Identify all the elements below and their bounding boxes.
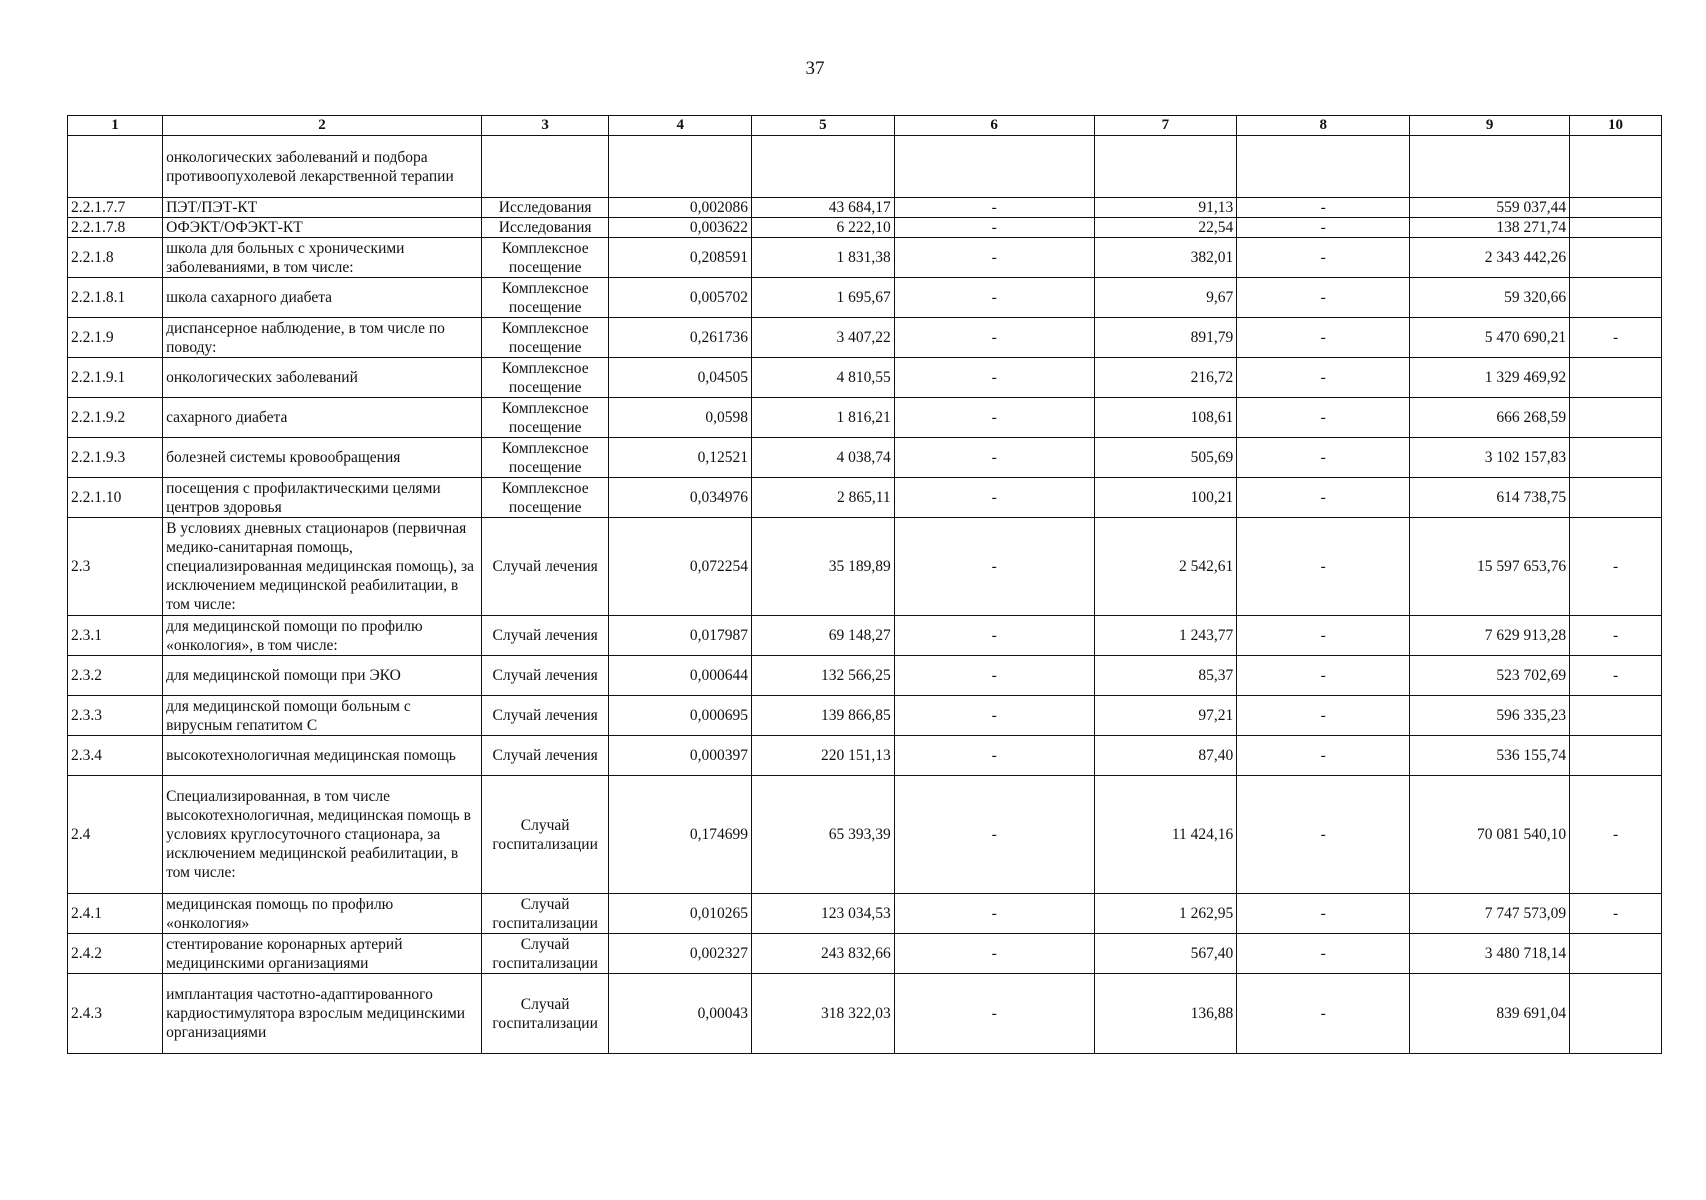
row-code: 2.2.1.9.2 <box>68 398 163 438</box>
cell-col-8: - <box>1237 318 1410 358</box>
cell-col-9: 3 102 157,83 <box>1410 438 1570 478</box>
row-unit: Исследования <box>481 198 609 218</box>
row-unit: Комплексное посещение <box>481 358 609 398</box>
cell-col-4: 0,208591 <box>609 238 752 278</box>
table-row <box>68 136 1662 198</box>
column-header: 8 <box>1237 116 1410 136</box>
cell-col-9: 5 470 690,21 <box>1410 318 1570 358</box>
cell-col-4: 0,261736 <box>609 318 752 358</box>
column-header: 6 <box>894 116 1094 136</box>
cell-col-6: - <box>894 238 1094 278</box>
tariff-table <box>67 115 1662 1054</box>
cell-col-8: - <box>1237 278 1410 318</box>
cell-col-7: 85,37 <box>1094 656 1237 696</box>
row-unit: Случай лечения <box>481 696 609 736</box>
cell-col-6: - <box>894 616 1094 656</box>
row-code: 2.2.1.9.3 <box>68 438 163 478</box>
cell-col-9: 536 155,74 <box>1410 736 1570 776</box>
cell-col-9: 7 629 913,28 <box>1410 616 1570 656</box>
column-header: 3 <box>481 116 609 136</box>
cell-col-6: - <box>894 656 1094 696</box>
page-number: 37 <box>805 58 825 79</box>
cell-col-6: - <box>894 696 1094 736</box>
cell-col-10: - <box>1570 776 1662 894</box>
row-name: школа сахарного диабета <box>163 278 482 318</box>
column-header: 9 <box>1410 116 1570 136</box>
row-unit: Случай госпитализации <box>481 974 609 1054</box>
cell-col-5: 69 148,27 <box>752 616 895 656</box>
cell-col-8 <box>1237 136 1410 198</box>
row-name: для медицинской помощи при ЭКО <box>163 656 482 696</box>
cell-col-9: 138 271,74 <box>1410 218 1570 238</box>
cell-col-4: 0,04505 <box>609 358 752 398</box>
row-name: онкологических заболеваний <box>163 358 482 398</box>
column-header: 5 <box>752 116 895 136</box>
cell-col-4: 0,000695 <box>609 696 752 736</box>
table-row <box>68 894 1662 934</box>
row-unit: Случай госпитализации <box>481 894 609 934</box>
row-name: ПЭТ/ПЭТ-КТ <box>163 198 482 218</box>
row-code: 2.3.1 <box>68 616 163 656</box>
cell-col-7 <box>1094 136 1237 198</box>
row-name: школа для больных с хроническими заболеваниями, в том числе: <box>163 238 482 278</box>
cell-col-8: - <box>1237 478 1410 518</box>
cell-col-6: - <box>894 934 1094 974</box>
table-row <box>68 776 1662 894</box>
table-row <box>68 358 1662 398</box>
cell-col-9: 15 597 653,76 <box>1410 518 1570 616</box>
cell-col-8: - <box>1237 894 1410 934</box>
cell-col-8: - <box>1237 736 1410 776</box>
cell-col-10: - <box>1570 616 1662 656</box>
row-name: ОФЭКТ/ОФЭКТ-КТ <box>163 218 482 238</box>
cell-col-8: - <box>1237 696 1410 736</box>
cell-col-4 <box>609 136 752 198</box>
cell-col-10 <box>1570 934 1662 974</box>
cell-col-7: 108,61 <box>1094 398 1237 438</box>
column-header: 1 <box>68 116 163 136</box>
row-unit: Случай лечения <box>481 656 609 696</box>
row-unit: Комплексное посещение <box>481 278 609 318</box>
cell-col-5 <box>752 136 895 198</box>
cell-col-9: 614 738,75 <box>1410 478 1570 518</box>
row-code: 2.2.1.7.7 <box>68 198 163 218</box>
cell-col-5: 220 151,13 <box>752 736 895 776</box>
cell-col-9: 59 320,66 <box>1410 278 1570 318</box>
row-code: 2.2.1.8.1 <box>68 278 163 318</box>
cell-col-9: 596 335,23 <box>1410 696 1570 736</box>
cell-col-8: - <box>1237 616 1410 656</box>
cell-col-8: - <box>1237 238 1410 278</box>
cell-col-5: 3 407,22 <box>752 318 895 358</box>
cell-col-6: - <box>894 776 1094 894</box>
row-name: медицинская помощь по профилю «онкология» <box>163 894 482 934</box>
cell-col-10: - <box>1570 894 1662 934</box>
cell-col-9: 839 691,04 <box>1410 974 1570 1054</box>
table-body <box>68 136 1662 1054</box>
cell-col-5: 123 034,53 <box>752 894 895 934</box>
cell-col-7: 505,69 <box>1094 438 1237 478</box>
cell-col-7: 91,13 <box>1094 198 1237 218</box>
cell-col-10 <box>1570 218 1662 238</box>
cell-col-8: - <box>1237 776 1410 894</box>
column-header: 2 <box>163 116 482 136</box>
table-row <box>68 198 1662 218</box>
column-header: 10 <box>1570 116 1662 136</box>
cell-col-10 <box>1570 398 1662 438</box>
row-unit: Случай лечения <box>481 518 609 616</box>
row-code: 2.2.1.9 <box>68 318 163 358</box>
cell-col-4: 0,174699 <box>609 776 752 894</box>
cell-col-5: 35 189,89 <box>752 518 895 616</box>
cell-col-6: - <box>894 894 1094 934</box>
table-row <box>68 696 1662 736</box>
row-code: 2.4.2 <box>68 934 163 974</box>
cell-col-8: - <box>1237 438 1410 478</box>
cell-col-10 <box>1570 278 1662 318</box>
row-unit: Комплексное посещение <box>481 438 609 478</box>
cell-col-10 <box>1570 736 1662 776</box>
row-code: 2.2.1.9.1 <box>68 358 163 398</box>
cell-col-6: - <box>894 518 1094 616</box>
cell-col-9: 2 343 442,26 <box>1410 238 1570 278</box>
row-name: для медицинской помощи по профилю «онкология», в том числе: <box>163 616 482 656</box>
cell-col-7: 382,01 <box>1094 238 1237 278</box>
row-unit: Случай лечения <box>481 736 609 776</box>
cell-col-4: 0,0598 <box>609 398 752 438</box>
cell-col-6: - <box>894 358 1094 398</box>
row-code: 2.4.3 <box>68 974 163 1054</box>
row-name: Специализированная, в том числе высокотехнологичная, медицинская помощь в условиях круглосуточного стационара, за исключением медицинской реабилитации, в том числе: <box>163 776 482 894</box>
cell-col-8: - <box>1237 518 1410 616</box>
cell-col-6: - <box>894 438 1094 478</box>
row-name: высокотехнологичная медицинская помощь <box>163 736 482 776</box>
cell-col-9: 3 480 718,14 <box>1410 934 1570 974</box>
cell-col-7: 22,54 <box>1094 218 1237 238</box>
cell-col-6: - <box>894 318 1094 358</box>
table-row <box>68 278 1662 318</box>
table-row <box>68 518 1662 616</box>
cell-col-5: 65 393,39 <box>752 776 895 894</box>
row-code: 2.2.1.8 <box>68 238 163 278</box>
cell-col-5: 132 566,25 <box>752 656 895 696</box>
row-code: 2.3.4 <box>68 736 163 776</box>
row-unit: Исследования <box>481 218 609 238</box>
row-unit: Случай лечения <box>481 616 609 656</box>
cell-col-8: - <box>1237 218 1410 238</box>
cell-col-8: - <box>1237 974 1410 1054</box>
cell-col-7: 2 542,61 <box>1094 518 1237 616</box>
table-row <box>68 974 1662 1054</box>
table-row <box>68 218 1662 238</box>
cell-col-9: 559 037,44 <box>1410 198 1570 218</box>
cell-col-10 <box>1570 358 1662 398</box>
row-code: 2.3.2 <box>68 656 163 696</box>
cell-col-5: 139 866,85 <box>752 696 895 736</box>
row-unit <box>481 136 609 198</box>
row-name: болезней системы кровообращения <box>163 438 482 478</box>
cell-col-10 <box>1570 198 1662 218</box>
cell-col-10: - <box>1570 518 1662 616</box>
cell-col-7: 11 424,16 <box>1094 776 1237 894</box>
cell-col-8: - <box>1237 934 1410 974</box>
cell-col-4: 0,010265 <box>609 894 752 934</box>
cell-col-7: 1 243,77 <box>1094 616 1237 656</box>
cell-col-5: 2 865,11 <box>752 478 895 518</box>
cell-col-6: - <box>894 198 1094 218</box>
row-unit: Комплексное посещение <box>481 478 609 518</box>
cell-col-7: 97,21 <box>1094 696 1237 736</box>
cell-col-5: 1 695,67 <box>752 278 895 318</box>
row-code: 2.4.1 <box>68 894 163 934</box>
cell-col-7: 567,40 <box>1094 934 1237 974</box>
row-unit: Комплексное посещение <box>481 398 609 438</box>
row-unit: Случай госпитализации <box>481 934 609 974</box>
row-name: посещения с профилактическими целями центров здоровья <box>163 478 482 518</box>
cell-col-6: - <box>894 398 1094 438</box>
cell-col-4: 0,00043 <box>609 974 752 1054</box>
table-row <box>68 656 1662 696</box>
cell-col-9: 70 081 540,10 <box>1410 776 1570 894</box>
cell-col-6: - <box>894 478 1094 518</box>
cell-col-10 <box>1570 438 1662 478</box>
cell-col-6 <box>894 136 1094 198</box>
row-name: онкологических заболеваний и подбора противоопухолевой лекарственной терапии <box>163 136 482 198</box>
cell-col-10 <box>1570 974 1662 1054</box>
cell-col-4: 0,003622 <box>609 218 752 238</box>
cell-col-5: 43 684,17 <box>752 198 895 218</box>
table-header-row <box>68 116 1662 136</box>
cell-col-8: - <box>1237 398 1410 438</box>
cell-col-7: 87,40 <box>1094 736 1237 776</box>
cell-col-8: - <box>1237 358 1410 398</box>
cell-col-6: - <box>894 974 1094 1054</box>
row-code: 2.3 <box>68 518 163 616</box>
cell-col-5: 318 322,03 <box>752 974 895 1054</box>
cell-col-4: 0,002086 <box>609 198 752 218</box>
cell-col-9: 1 329 469,92 <box>1410 358 1570 398</box>
cell-col-7: 100,21 <box>1094 478 1237 518</box>
row-code <box>68 136 163 198</box>
cell-col-6: - <box>894 218 1094 238</box>
cell-col-10: - <box>1570 656 1662 696</box>
row-unit: Комплексное посещение <box>481 238 609 278</box>
cell-col-5: 6 222,10 <box>752 218 895 238</box>
cell-col-10: - <box>1570 318 1662 358</box>
cell-col-10 <box>1570 136 1662 198</box>
cell-col-4: 0,017987 <box>609 616 752 656</box>
cell-col-6: - <box>894 736 1094 776</box>
cell-col-5: 1 816,21 <box>752 398 895 438</box>
row-code: 2.3.3 <box>68 696 163 736</box>
cell-col-9 <box>1410 136 1570 198</box>
cell-col-7: 136,88 <box>1094 974 1237 1054</box>
cell-col-4: 0,034976 <box>609 478 752 518</box>
row-name: диспансерное наблюдение, в том числе по поводу: <box>163 318 482 358</box>
table-row <box>68 736 1662 776</box>
row-name: В условиях дневных стационаров (первичная медико-санитарная помощь, специализированная медицинская помощь), за исключением медицинской реабилитации, в том числе: <box>163 518 482 616</box>
cell-col-7: 216,72 <box>1094 358 1237 398</box>
cell-col-4: 0,12521 <box>609 438 752 478</box>
cell-col-5: 4 038,74 <box>752 438 895 478</box>
row-code: 2.2.1.7.8 <box>68 218 163 238</box>
cell-col-6: - <box>894 278 1094 318</box>
table-row <box>68 934 1662 974</box>
table-row <box>68 238 1662 278</box>
row-code: 2.2.1.10 <box>68 478 163 518</box>
cell-col-5: 4 810,55 <box>752 358 895 398</box>
table-row <box>68 318 1662 358</box>
cell-col-10 <box>1570 696 1662 736</box>
row-name: имплантация частотно-адаптированного кардиостимулятора взрослым медицинскими организациями <box>163 974 482 1054</box>
cell-col-8: - <box>1237 198 1410 218</box>
cell-col-7: 1 262,95 <box>1094 894 1237 934</box>
cell-col-9: 666 268,59 <box>1410 398 1570 438</box>
table-row <box>68 478 1662 518</box>
cell-col-7: 9,67 <box>1094 278 1237 318</box>
row-name: стентирование коронарных артерий медицинскими организациями <box>163 934 482 974</box>
row-name: сахарного диабета <box>163 398 482 438</box>
cell-col-8: - <box>1237 656 1410 696</box>
cell-col-5: 1 831,38 <box>752 238 895 278</box>
row-unit: Случай госпитализации <box>481 776 609 894</box>
cell-col-4: 0,000397 <box>609 736 752 776</box>
cell-col-7: 891,79 <box>1094 318 1237 358</box>
cell-col-9: 523 702,69 <box>1410 656 1570 696</box>
cell-col-4: 0,002327 <box>609 934 752 974</box>
cell-col-10 <box>1570 478 1662 518</box>
cell-col-4: 0,000644 <box>609 656 752 696</box>
cell-col-4: 0,072254 <box>609 518 752 616</box>
table-row <box>68 438 1662 478</box>
cell-col-5: 243 832,66 <box>752 934 895 974</box>
row-code: 2.4 <box>68 776 163 894</box>
cell-col-4: 0,005702 <box>609 278 752 318</box>
column-header: 7 <box>1094 116 1237 136</box>
cell-col-9: 7 747 573,09 <box>1410 894 1570 934</box>
table-row <box>68 398 1662 438</box>
cell-col-10 <box>1570 238 1662 278</box>
column-header: 4 <box>609 116 752 136</box>
row-unit: Комплексное посещение <box>481 318 609 358</box>
table-row <box>68 616 1662 656</box>
row-name: для медицинской помощи больным с вирусным гепатитом С <box>163 696 482 736</box>
